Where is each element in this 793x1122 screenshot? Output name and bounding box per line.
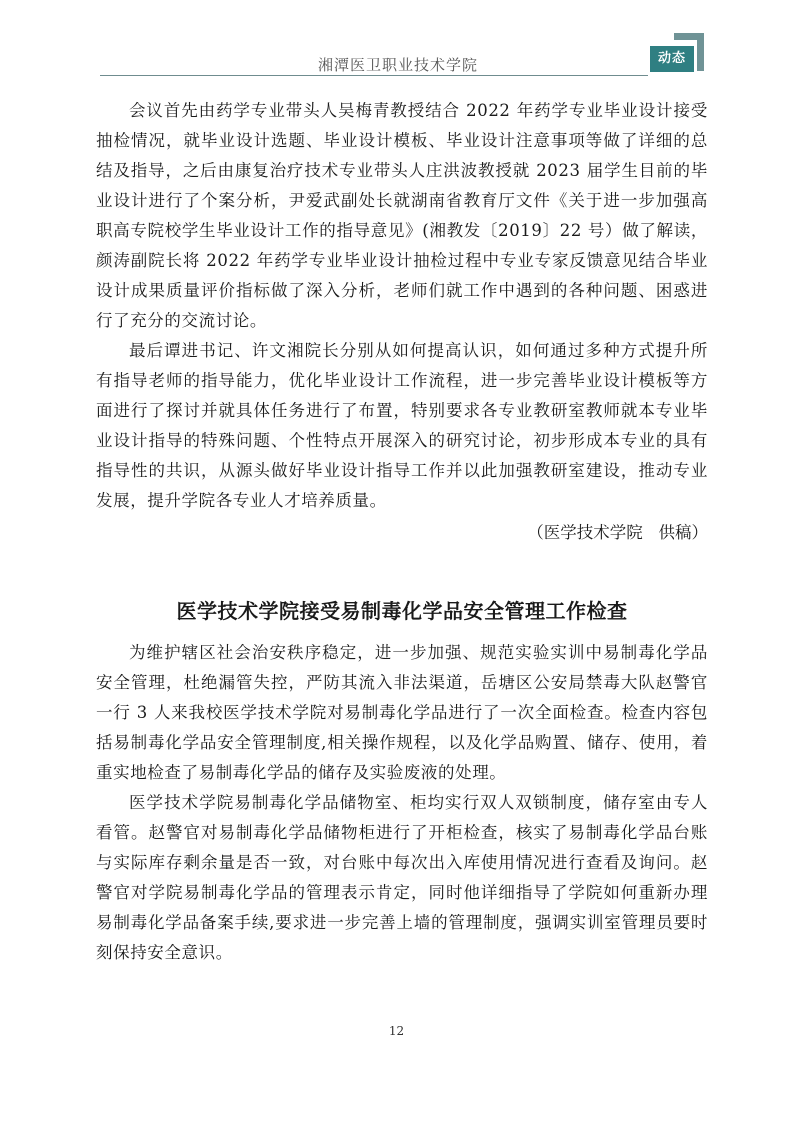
page-header xyxy=(0,0,793,90)
article2-paragraph-1: 为维护辖区社会治安秩序稳定，进一步加强、规范实验实训中易制毒化学品安全管理，杜绝漏管失控，严防其流入非法渠道，岳塘区公安局禁毒大队赵警官一行 3 人来我校医学技术学院对易制毒化学品进行了一次全面检查。检查内容包括易制毒化学品安全管理制度,相关操作规程，以及化学品购置、储存、使用，着重实地检查了易制毒化学品的储存及实验废液的处理。 xyxy=(96,643,708,782)
article1-source-text: （医学技术学院 供稿） xyxy=(527,523,708,542)
section-badge: 动态 xyxy=(650,46,694,72)
institution-name: 湘潭医卫职业技术学院 xyxy=(318,56,479,74)
page-number: 12 xyxy=(388,1024,405,1038)
article1-paragraph-1: 会议首先由药学专业带头人吴梅青教授结合 2022 年药学专业毕业设计接受抽检情况，就毕业设计选题、毕业设计模板、毕业设计注意事项等做了详细的总结及指导，之后由康复治疗技术专业带头人庄洪波教授就 2023 届学生目前的毕业设计进行了个案分析，尹爱武副处长就湖南省教育厅文件《关于进一步加强高职高专院校学生毕业设计工作的指导意见》(湘教发〔2019〕22 号）做了解读，颜涛副院长将 2022 年药学专业毕业设计抽检过程中专业专家反馈意见结合毕业设计成果质量评价指标做了深入分析，老师们就工作中遇到的各种问题、困惑进行了充分的交流讨论。 xyxy=(96,101,708,330)
page-content xyxy=(96,96,708,968)
article-graduation-design xyxy=(96,96,708,548)
article-chemical-safety-inspection xyxy=(96,596,708,968)
article1-paragraph-2: 最后谭进书记、许文湘院长分别从如何提高认识，如何通过多种方式提升所有指导老师的指导能力，优化毕业设计工作流程，进一步完善毕业设计模板等方面进行了探讨并就具体任务进行了布置，特别要求各专业教研室教师就本专业毕业设计指导的特殊问题、个性特点开展深入的研究讨论，初步形成本专业的具有指导性的共识，从源头做好毕业设计指导工作并以此加强教研室建设，推动专业发展，提升学院各专业人才培养质量。 xyxy=(96,341,708,510)
header-divider xyxy=(100,75,648,76)
article2-title: 医学技术学院接受易制毒化学品安全管理工作检查 xyxy=(176,599,628,623)
article2-paragraph-2: 医学技术学院易制毒化学品储物室、柜均实行双人双锁制度，储存室由专人看管。赵警官对易制毒化学品储物柜进行了开柜检查，核实了易制毒化学品台账与实际库存剩余量是否一致，对台账中每次出入库使用情况进行查看及询问。赵警官对学院易制毒化学品的管理表示肯定，同时他详细指导了学院如何重新办理易制毒化学品备案手续,要求进一步完善上墙的管理制度，强调实训室管理员要时刻保持安全意识。 xyxy=(96,793,708,962)
article1-source xyxy=(96,518,708,548)
